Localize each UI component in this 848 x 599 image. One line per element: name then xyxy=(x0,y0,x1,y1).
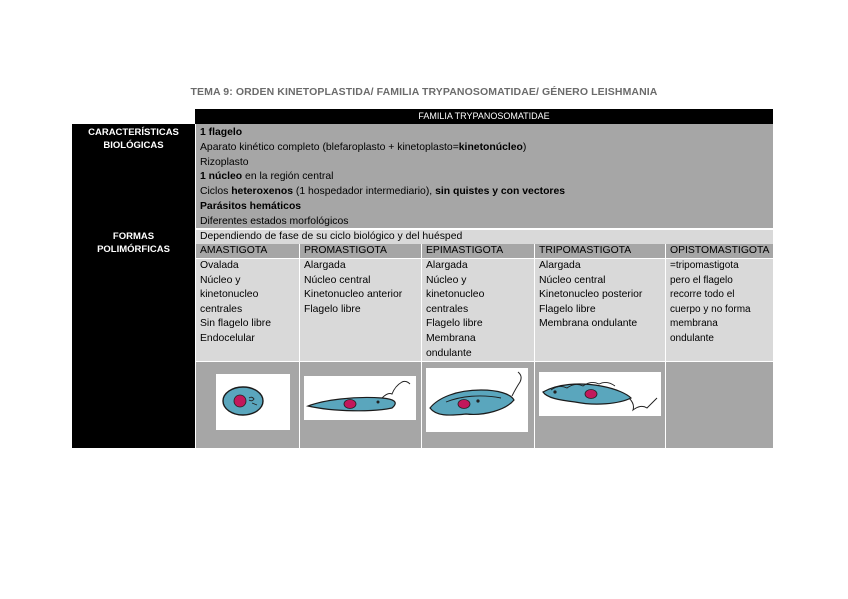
column-tripomastigota xyxy=(535,244,665,448)
column-opistomastigota xyxy=(666,244,773,448)
form-desc-amastigota: Ovalada Núcleo y kinetonucleo centrales Sin flagelo libre Endocelular xyxy=(196,259,299,361)
char-line-aparato: Aparato kinético completo (blefaroplasto + kinetoplasto=kinetonúcleo) xyxy=(200,141,527,153)
amastigota-drawing xyxy=(216,374,290,430)
form-desc-tripomastigota: Alargada Núcleo central Kinetonucleo posterior Flagelo libre Membrana ondulante xyxy=(535,259,665,361)
char-line-flagelo: 1 flagelo xyxy=(200,127,243,138)
row-labels-column xyxy=(72,124,195,448)
image-cell-opistomastigota xyxy=(666,362,773,448)
forms-label-line1: FORMAS xyxy=(112,231,155,242)
form-desc-epimastigota: Alargada Núcleo y kinetonucleo centrales Flagelo libre Membrana ondulante xyxy=(422,259,534,361)
characteristics-label-line2: BIOLÓGICAS xyxy=(103,140,164,151)
form-desc-opistomastigota: =tripomastigota pero el flagelo recorre todo el cuerpo y no forma membrana ondulante xyxy=(666,259,773,361)
family-header: FAMILIA TRYPANOSOMATIDAE xyxy=(195,109,773,124)
char-line-nucleo: 1 núcleo en la región central xyxy=(200,171,334,183)
dependence-note: Dependiendo de fase de su ciclo biológico y del huésped xyxy=(196,230,773,244)
characteristics-label-line1: CARACTERÍSTICAS xyxy=(88,127,179,138)
trypanosomatidae-table xyxy=(72,109,773,448)
image-cell-promastigota xyxy=(300,362,421,448)
form-name-opistomastigota: OPISTOMASTIGOTA xyxy=(666,244,773,258)
column-epimastigota xyxy=(422,244,534,448)
forms-label-line2: POLIMÓRFICAS xyxy=(97,244,170,255)
epimastigota-drawing xyxy=(426,368,528,432)
form-name-amastigota: AMASTIGOTA xyxy=(196,244,299,258)
promastigota-drawing xyxy=(304,376,416,420)
form-desc-promastigota: Alargada Núcleo central Kinetonucleo anterior Flagelo libre xyxy=(300,259,421,361)
form-name-promastigota: PROMASTIGOTA xyxy=(300,244,421,258)
characteristics-cell xyxy=(196,124,773,228)
form-name-epimastigota: EPIMASTIGOTA xyxy=(422,244,534,258)
column-amastigota xyxy=(196,244,299,448)
char-line-rizoplasto: Rizoplasto xyxy=(200,156,249,168)
document-title: TEMA 9: ORDEN KINETOPLASTIDA/ FAMILIA TRYPANOSOMATIDAE/ GÉNERO LEISHMANIA xyxy=(190,86,658,98)
image-cell-epimastigota xyxy=(422,362,534,448)
column-promastigota xyxy=(300,244,421,448)
char-line-parasitos: Parásitos hemáticos xyxy=(200,200,302,212)
form-name-tripomastigota: TRIPOMASTIGOTA xyxy=(535,244,665,258)
tripomastigota-drawing xyxy=(539,372,661,416)
image-cell-tripomastigota xyxy=(535,362,665,448)
char-line-estados: Diferentes estados morfológicos xyxy=(200,215,349,227)
forms-label xyxy=(72,230,195,256)
char-line-ciclos: Ciclos heteroxenos (1 hospedador intermediario), sin quistes y con vectores xyxy=(200,186,566,198)
image-cell-amastigota xyxy=(196,362,299,448)
characteristics-label xyxy=(72,126,195,152)
